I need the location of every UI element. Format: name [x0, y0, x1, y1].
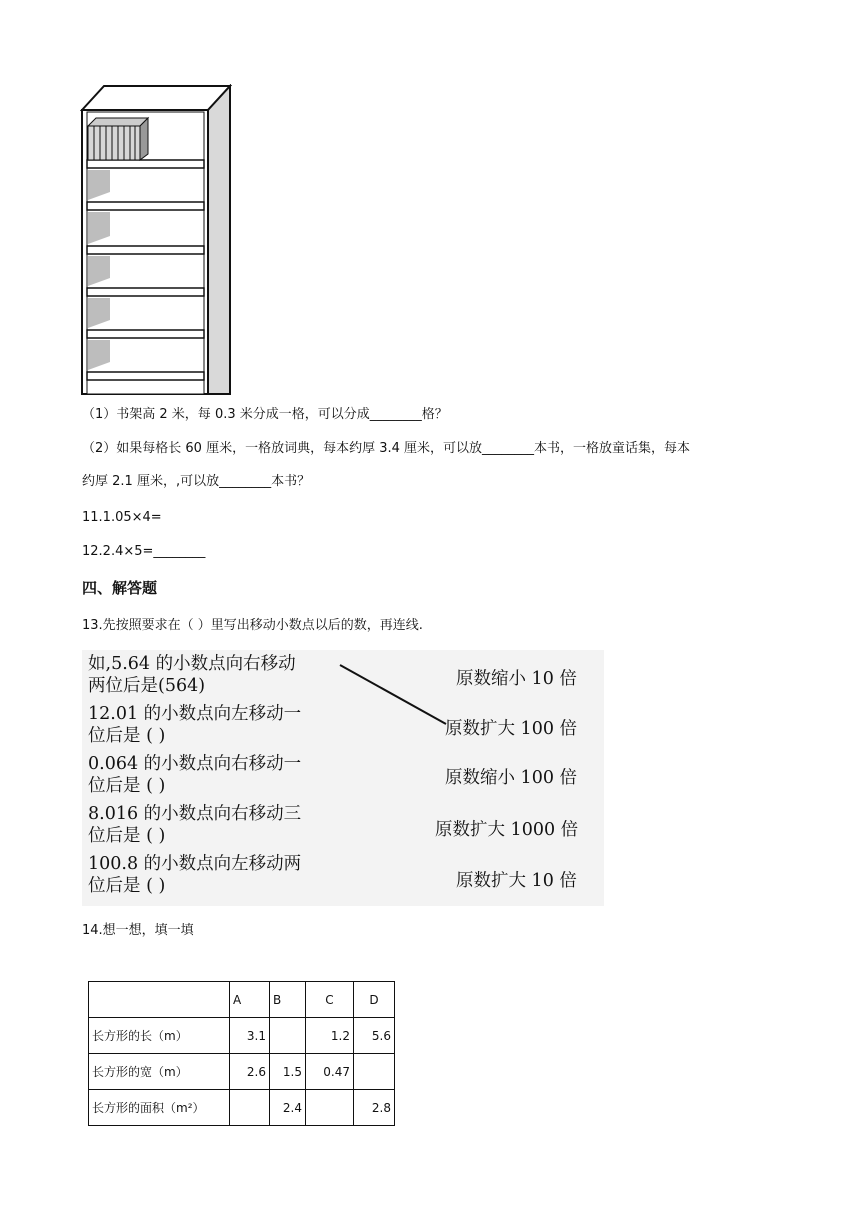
match-left-line: 0.064 的小数点向右移动一 — [88, 754, 302, 774]
match-right-option: 原数缩小 10 倍 — [456, 669, 577, 689]
table-row — [89, 1018, 395, 1054]
table-header-cell: A — [230, 982, 270, 1018]
table-cell — [306, 1090, 354, 1126]
q10-sub2-line1: （2）如果每格长 60 厘米，一格放词典，每本约厚 3.4 厘米，可以放________本书，一格放童话集，每本 — [82, 441, 691, 456]
match-right-option: 原数扩大 10 倍 — [456, 871, 577, 891]
row-label: 长方形的长（m） — [89, 1018, 230, 1054]
table-cell: 2.4 — [270, 1090, 306, 1126]
match-left-line: 12.01 的小数点向左移动一 — [88, 704, 302, 724]
match-left-line: 8.016 的小数点向右移动三 — [88, 804, 302, 824]
table-cell: 1.5 — [270, 1054, 306, 1090]
section-heading: 四、解答题 — [82, 579, 158, 597]
table-header-cell: C — [306, 982, 354, 1018]
matching-exercise — [82, 650, 604, 906]
q11: 11.1.05×4= — [82, 510, 162, 525]
q12: 12.2.4×5=________ — [82, 544, 206, 559]
table-cell: 3.1 — [230, 1018, 270, 1054]
match-right-option: 原数扩大 1000 倍 — [435, 820, 579, 840]
row-label: 长方形的面积（m²） — [89, 1090, 230, 1126]
q10-sub1: （1）书架高 2 米，每 0.3 米分成一格，可以分成________格？ — [82, 407, 448, 422]
table-cell — [230, 1090, 270, 1126]
q14-prompt: 14.想一想，填一填 — [82, 923, 194, 938]
rectangle-table — [88, 981, 395, 1126]
match-left-line: 位后是 ( ) — [88, 726, 166, 746]
table-cell — [354, 1054, 395, 1090]
match-left-line: 位后是 ( ) — [88, 876, 166, 896]
table-header-cell: D — [354, 982, 395, 1018]
match-right-option: 原数缩小 100 倍 — [445, 768, 578, 788]
table-cell — [89, 982, 230, 1018]
table-cell — [270, 1018, 306, 1054]
match-left-line: 如,5.64 的小数点向右移动 — [88, 654, 296, 674]
table-row — [89, 1090, 395, 1126]
match-connector-line — [82, 650, 604, 906]
match-right-option: 原数扩大 100 倍 — [445, 719, 578, 739]
q10-sub2-line2: 约厚 2.1 厘米，,可以放________本书？ — [82, 474, 311, 489]
table-cell: 2.8 — [354, 1090, 395, 1126]
match-left-line: 位后是 ( ) — [88, 826, 166, 846]
table-cell: 5.6 — [354, 1018, 395, 1054]
table-cell: 0.47 — [306, 1054, 354, 1090]
row-label: 长方形的宽（m） — [89, 1054, 230, 1090]
table-header-row — [89, 982, 395, 1018]
table-row — [89, 1054, 395, 1090]
table-header-cell: B — [270, 982, 306, 1018]
q13-prompt: 13.先按照要求在（ ）里写出移动小数点以后的数，再连线. — [82, 618, 423, 633]
table-cell: 1.2 — [306, 1018, 354, 1054]
bookshelf-illustration — [80, 84, 232, 396]
match-left-line: 两位后是(564) — [88, 676, 206, 696]
match-left-line: 位后是 ( ) — [88, 776, 166, 796]
table-cell: 2.6 — [230, 1054, 270, 1090]
match-left-line: 100.8 的小数点向左移动两 — [88, 854, 302, 874]
